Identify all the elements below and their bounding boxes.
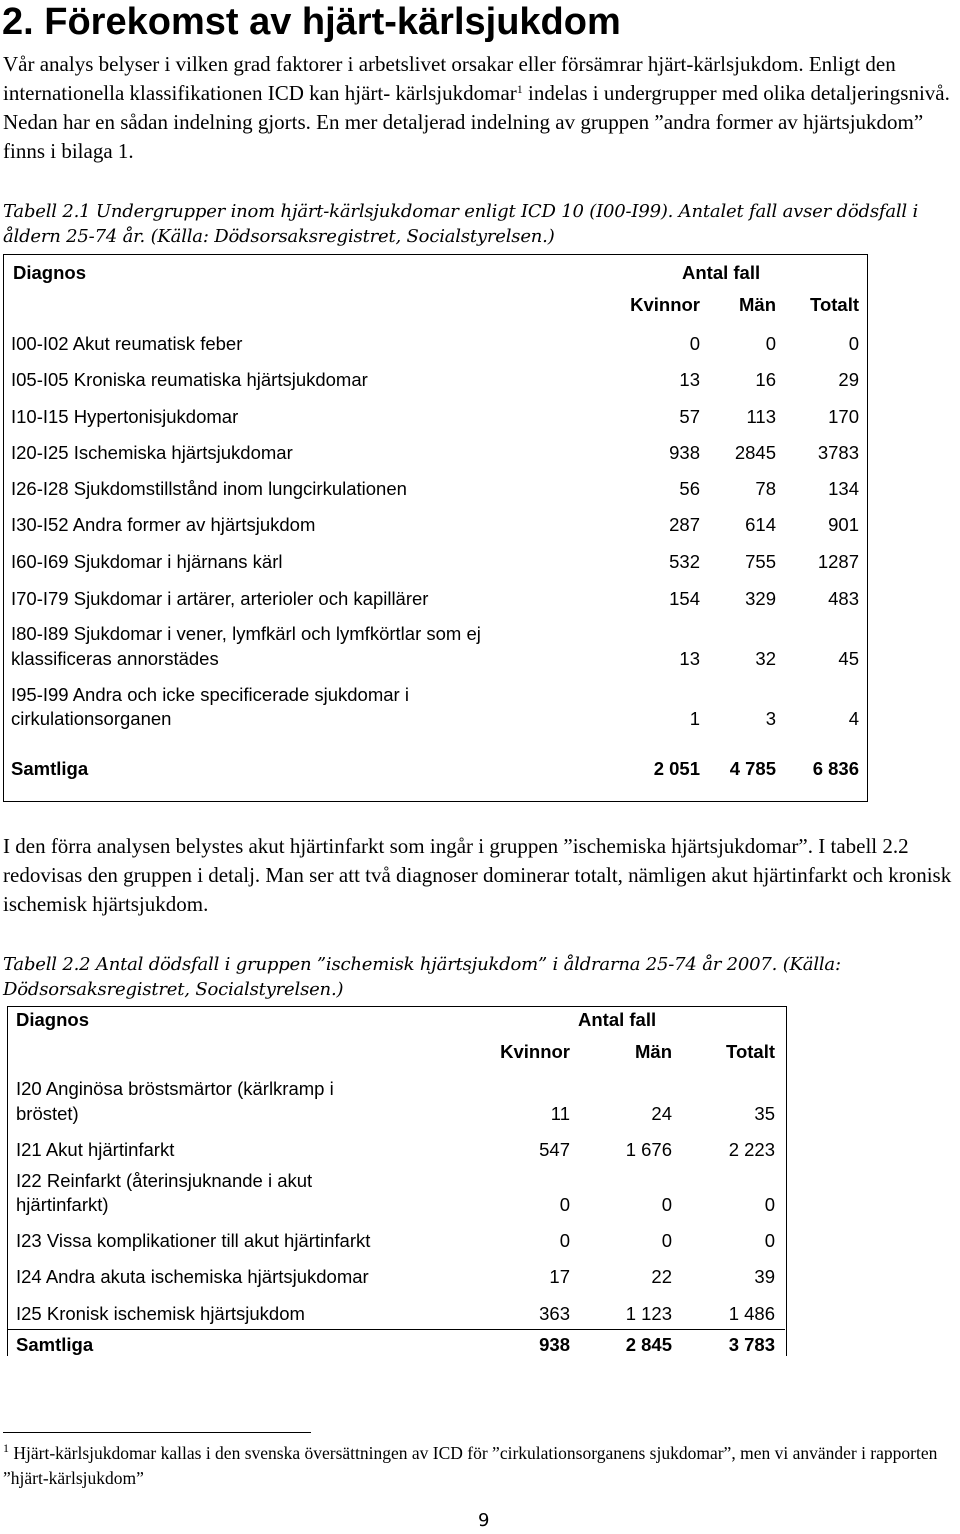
table-cell-man: 0 (661, 1230, 672, 1251)
table-cell-kvinnor: 57 (679, 406, 700, 427)
table-cell-kvinnor: 17 (549, 1266, 570, 1287)
table-cell-totalt: 483 (828, 588, 859, 609)
table-row-label: I05-I05 Kroniska reumatiska hjärtsjukdomar (11, 369, 368, 390)
table2-caption: Tabell 2.2 Antal dödsfall i gruppen ”ischemisk hjärtsjukdom” i åldrarna 25-74 år 2007. (Källa: Dödsorsaksregistret, Socialstyrelsen.) (3, 954, 841, 1000)
table-cell-totalt: 0 (764, 1194, 775, 1215)
table-cell-man: 0 (661, 1194, 672, 1215)
table1 (3, 254, 868, 802)
table-row-label-cont: hjärtinfarkt) (16, 1194, 109, 1215)
table-cell-totalt: 901 (828, 514, 859, 535)
table-row-label: I26-I28 Sjukdomstillstånd inom lungcirkulationen (11, 478, 407, 499)
table-row-label: I60-I69 Sjukdomar i hjärnans kärl (11, 551, 283, 572)
table-row-label: I21 Akut hjärtinfarkt (16, 1139, 175, 1160)
table-cell-man: 1 676 (625, 1139, 672, 1160)
analysis-paragraph: I den förra analysen belystes akut hjärtinfarkt som ingår i gruppen ”ischemiska hjärtsjukdomar”. I tabell 2.2 redovisas den gruppen i detalj. Man ser att två diagnoser dominerar totalt, nämligen akut hjärtinfarkt och kronisk ischemisk hjärtsjukdom. (3, 834, 952, 916)
table1-total-kvinnor: 2 051 (653, 758, 700, 779)
table-cell-totalt: 4 (848, 708, 859, 729)
table1-total-man: 4 785 (729, 758, 776, 779)
table2-total-label: Samtliga (16, 1334, 94, 1355)
table-cell-kvinnor: 11 (550, 1103, 570, 1124)
table-cell-kvinnor: 1 (689, 708, 700, 729)
table-cell-man: 113 (746, 406, 776, 427)
table2-total-kvinnor: 938 (539, 1334, 570, 1355)
table-row-label: I22 Reinfarkt (återinsjuknande i akut (16, 1170, 313, 1191)
table-cell-kvinnor: 287 (669, 514, 700, 535)
table1-diagnos-header: Diagnos (13, 262, 86, 283)
table-cell-kvinnor: 938 (669, 442, 700, 463)
table2-col-kvinnor: Kvinnor (500, 1041, 570, 1062)
footnote (3, 1441, 958, 1491)
table-cell-kvinnor: 0 (559, 1194, 570, 1215)
table2-total-totalt: 3 783 (728, 1334, 775, 1355)
table-cell-man: 329 (745, 588, 776, 609)
table-row-label-cont: klassificeras annorstädes (11, 648, 219, 669)
table-row-label: I70-I79 Sjukdomar i artärer, arterioler och kapillärer (11, 588, 429, 609)
table-row-label: I25 Kronisk ischemisk hjärtsjukdom (16, 1303, 305, 1324)
table-cell-kvinnor: 56 (679, 478, 700, 499)
table-cell-man: 32 (755, 648, 776, 669)
table-row-label: I00-I02 Akut reumatisk feber (11, 333, 243, 354)
table-row-label: I24 Andra akuta ischemiska hjärtsjukdomar (16, 1266, 369, 1287)
table-row-label-cont: bröstet) (16, 1103, 79, 1124)
table-cell-kvinnor: 532 (669, 551, 700, 572)
table-cell-man: 0 (765, 333, 776, 354)
intro-paragraph (3, 50, 958, 166)
table-cell-totalt: 29 (838, 369, 859, 390)
table-cell-totalt: 45 (838, 648, 859, 669)
table1-col-kvinnor: Kvinnor (630, 294, 700, 315)
table1-total-totalt: 6 836 (812, 758, 859, 779)
table1-total-label: Samtliga (11, 758, 89, 779)
intro-text-end: indelas i undergrupper med olika detaljeringsnivå. Nedan har en sådan indelning gjorts. En mer detaljerad indelning av gruppen ”andra former av hjärtsjukdom” finns i bilaga 1. (3, 81, 950, 163)
footnote-mark: 1 (3, 1441, 9, 1455)
table-cell-kvinnor: 0 (559, 1230, 570, 1251)
table2 (7, 1006, 787, 1356)
table-cell-totalt: 1 486 (728, 1303, 775, 1324)
table2-diagnos-header: Diagnos (16, 1009, 89, 1030)
table1-antal-header: Antal fall (682, 262, 761, 283)
table-cell-man: 22 (651, 1266, 672, 1287)
table-row-label: I20 Anginösa bröstsmärtor (kärlkramp i (16, 1078, 334, 1099)
table1-caption: Tabell 2.1 Undergrupper inom hjärt-kärlsjukdomar enligt ICD 10 (I00-I99). Antalet fall avser dödsfall i åldern 25-74 år. (Källa: Dödsorsaksregistret, Socialstyrelsen.) (3, 201, 919, 247)
table-cell-man: 16 (755, 369, 776, 390)
table-cell-kvinnor: 547 (539, 1139, 570, 1160)
table-cell-totalt: 1287 (817, 551, 859, 572)
table-cell-totalt: 170 (828, 406, 859, 427)
table-cell-man: 3 (765, 708, 776, 729)
table-row-label: I80-I89 Sjukdomar i vener, lymfkärl och lymfkörtlar som ej (11, 623, 481, 644)
table-row-label: I10-I15 Hypertonisjukdomar (11, 406, 239, 427)
footnote-separator (3, 1432, 311, 1433)
table-cell-kvinnor: 0 (689, 333, 700, 354)
table-row-label: I23 Vissa komplikationer till akut hjärtinfarkt (16, 1230, 371, 1251)
table-cell-totalt: 2 223 (728, 1139, 775, 1160)
table2-divider (8, 1329, 785, 1330)
table1-col-totalt: Totalt (810, 294, 859, 315)
footnote-ref[interactable]: 1 (516, 82, 523, 96)
table2-col-totalt: Totalt (726, 1041, 775, 1062)
table-cell-man: 1 123 (625, 1303, 672, 1324)
table-cell-kvinnor: 363 (539, 1303, 570, 1324)
table-cell-kvinnor: 13 (679, 369, 700, 390)
table-cell-man: 78 (755, 478, 776, 499)
table-cell-totalt: 39 (754, 1266, 775, 1287)
table-cell-kvinnor: 154 (669, 588, 700, 609)
table2-col-man: Män (635, 1041, 672, 1062)
table-cell-totalt: 3783 (817, 442, 859, 463)
table1-col-man: Män (739, 294, 776, 315)
table-cell-man: 24 (651, 1103, 672, 1124)
intro-text-start: Vår analys belyser i vilken grad faktorer i arbetslivet orsakar eller försämrar hjärt-kärlsjukdom. Enligt den internationella klassifikationen ICD kan hjärt- kärlsjukdomar (3, 52, 896, 105)
table2-total-man: 2 845 (625, 1334, 672, 1355)
table-cell-totalt: 0 (764, 1230, 775, 1251)
table-row-label-cont: cirkulationsorganen (11, 708, 172, 729)
table2-antal-header: Antal fall (578, 1009, 657, 1030)
table-cell-totalt: 134 (828, 478, 859, 499)
table-cell-totalt: 0 (848, 333, 859, 354)
table-cell-kvinnor: 13 (679, 648, 700, 669)
table-cell-man: 755 (745, 551, 776, 572)
table-row-label: I20-I25 Ischemiska hjärtsjukdomar (11, 442, 293, 463)
table-row-label: I95-I99 Andra och icke specificerade sjukdomar i (11, 684, 409, 705)
page-number: 9 (478, 1510, 490, 1531)
table-cell-totalt: 35 (754, 1103, 775, 1124)
table-row-label: I30-I52 Andra former av hjärtsjukdom (11, 514, 316, 535)
table-cell-man: 614 (745, 514, 776, 535)
footnote-text: Hjärt-kärlsjukdomar kallas i den svenska översättningen av ICD för ”cirkulationsorganens sjukdomar”, men vi använder i rapporten ”hjärt-kärlsjukdom” (3, 1443, 938, 1488)
section-heading: 2. Förekomst av hjärt-kärlsjukdom (2, 1, 621, 43)
table-cell-man: 2845 (734, 442, 776, 463)
